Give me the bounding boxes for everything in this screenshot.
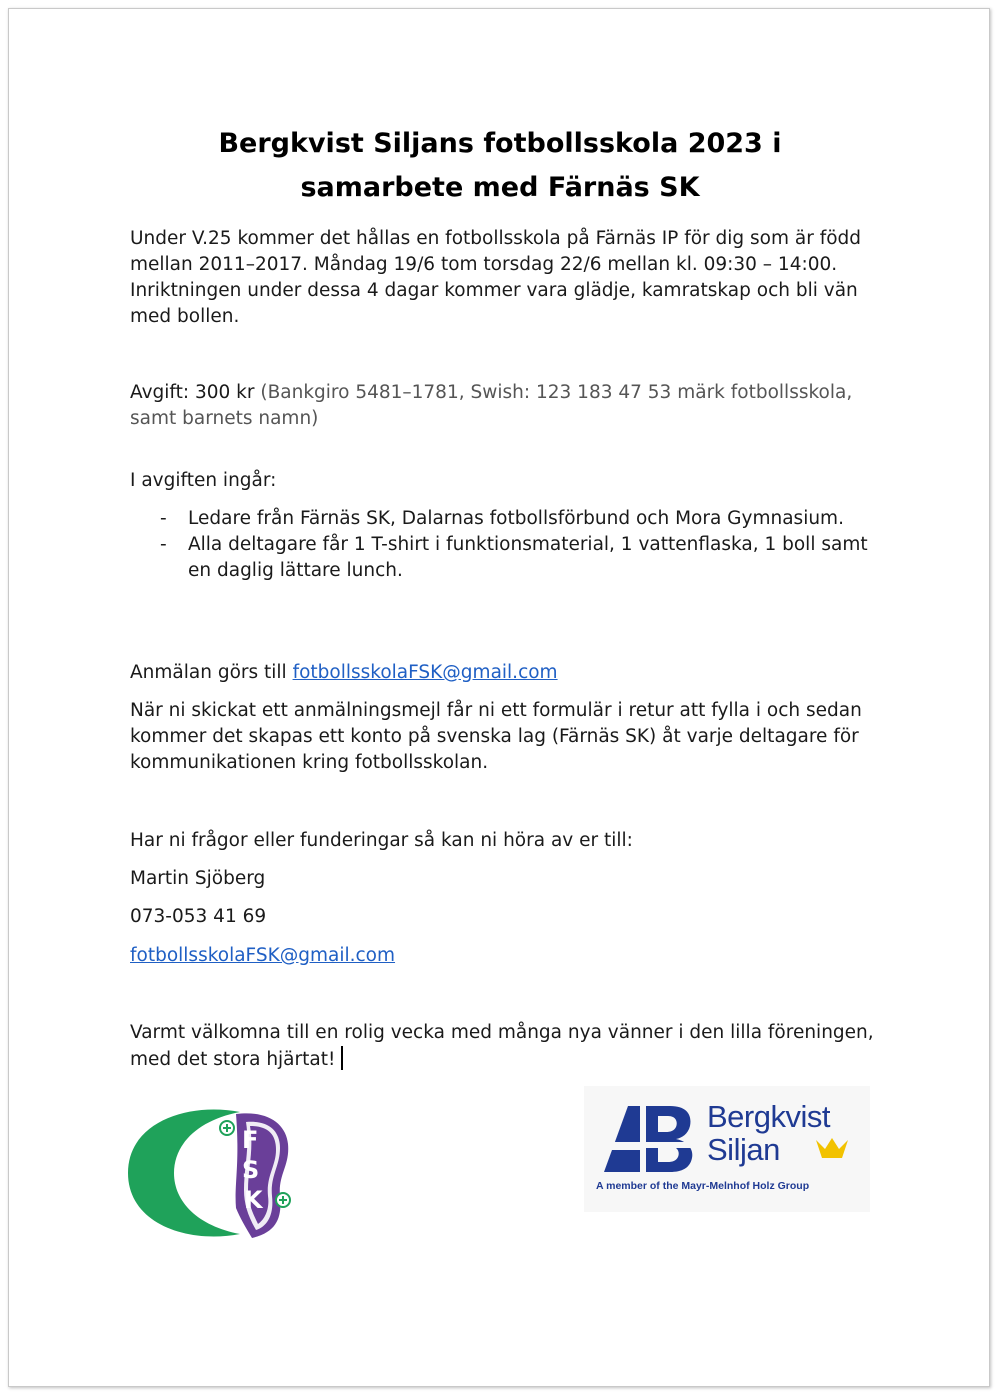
list-bullet: - bbox=[160, 534, 167, 555]
signup-prefix: Anmälan görs till bbox=[130, 662, 293, 683]
closing-paragraph bbox=[130, 1020, 890, 1073]
fsk-letter-s: S bbox=[242, 1156, 260, 1184]
text-cursor bbox=[341, 1046, 343, 1070]
list-item bbox=[130, 532, 890, 584]
fsk-letter-f: F bbox=[242, 1126, 259, 1154]
includes-list-container bbox=[130, 506, 890, 584]
list-item bbox=[130, 506, 890, 532]
bergkvist-line-1: Bergkvist bbox=[707, 1099, 830, 1134]
intro-paragraph: Under V.25 kommer det hållas en fotbollsskola på Färnäs IP för dig som är född mellan 2011–2017. Måndag 19/6 tom torsdag 22/6 mellan kl. 09:30 – 14:00. Inriktningen under dessa 4 dagar kommer vara glädje, kamratskap och bli vän med bollen. bbox=[130, 228, 862, 327]
signup-line bbox=[130, 660, 890, 686]
list-item-text: Ledare från Färnäs SK, Dalarnas fotbollsförbund och Mora Gymnasium. bbox=[188, 508, 844, 529]
bergkvist-name bbox=[707, 1100, 830, 1166]
bergkvist-siljan-logo bbox=[584, 1086, 870, 1212]
closing-text: Varmt välkomna till en rolig vecka med många nya vänner i den lilla föreningen, med det stora hjärtat! bbox=[130, 1022, 874, 1070]
signup-email-link[interactable]: fotbollsskolaFSK@gmail.com bbox=[292, 662, 558, 683]
fee-label: Avgift: 300 kr bbox=[130, 382, 255, 403]
fsk-logo-graphic bbox=[128, 1104, 303, 1242]
list-bullet: - bbox=[160, 508, 167, 529]
contact-intro: Har ni frågor eller funderingar så kan ni höra av er till: bbox=[130, 830, 633, 851]
contact-email-line bbox=[130, 943, 890, 969]
fsk-logo bbox=[128, 1104, 303, 1242]
contact-email-link[interactable]: fotbollsskolaFSK@gmail.com bbox=[130, 945, 396, 966]
signup-info: När ni skickat ett anmälningsmejl får ni ett formulär i retur att fylla i och sedan kommer det skapas ett konto på svenska lag (Färnäs SK) åt varje deltagare för kommunikationen kring fotbollsskolan. bbox=[130, 700, 862, 773]
fee-details: (Bankgiro 5481–1781, Swish: 123 183 47 53 märk fotbollsskola, samt barnets namn) bbox=[130, 382, 853, 429]
title-line-1: Bergkvist Siljans fotbollsskola 2023 i bbox=[218, 128, 782, 159]
includes-list bbox=[130, 506, 890, 584]
list-item-text: Alla deltagare får 1 T-shirt i funktionsmaterial, 1 vattenflaska, 1 boll samt en daglig lättare lunch. bbox=[188, 534, 868, 581]
document-title bbox=[0, 122, 1000, 210]
bergkvist-line-2: Siljan bbox=[707, 1132, 780, 1167]
contact-name: Martin Sjöberg bbox=[130, 868, 266, 889]
bergkvist-tagline: A member of the Mayr-Melnhof Holz Group bbox=[596, 1180, 810, 1192]
fee-paragraph bbox=[130, 380, 890, 432]
contact-phone: 073-053 41 69 bbox=[130, 906, 267, 927]
fsk-letter-k: K bbox=[244, 1186, 263, 1214]
includes-heading: I avgiften ingår: bbox=[130, 470, 277, 491]
title-line-2: samarbete med Färnäs SK bbox=[300, 172, 700, 203]
